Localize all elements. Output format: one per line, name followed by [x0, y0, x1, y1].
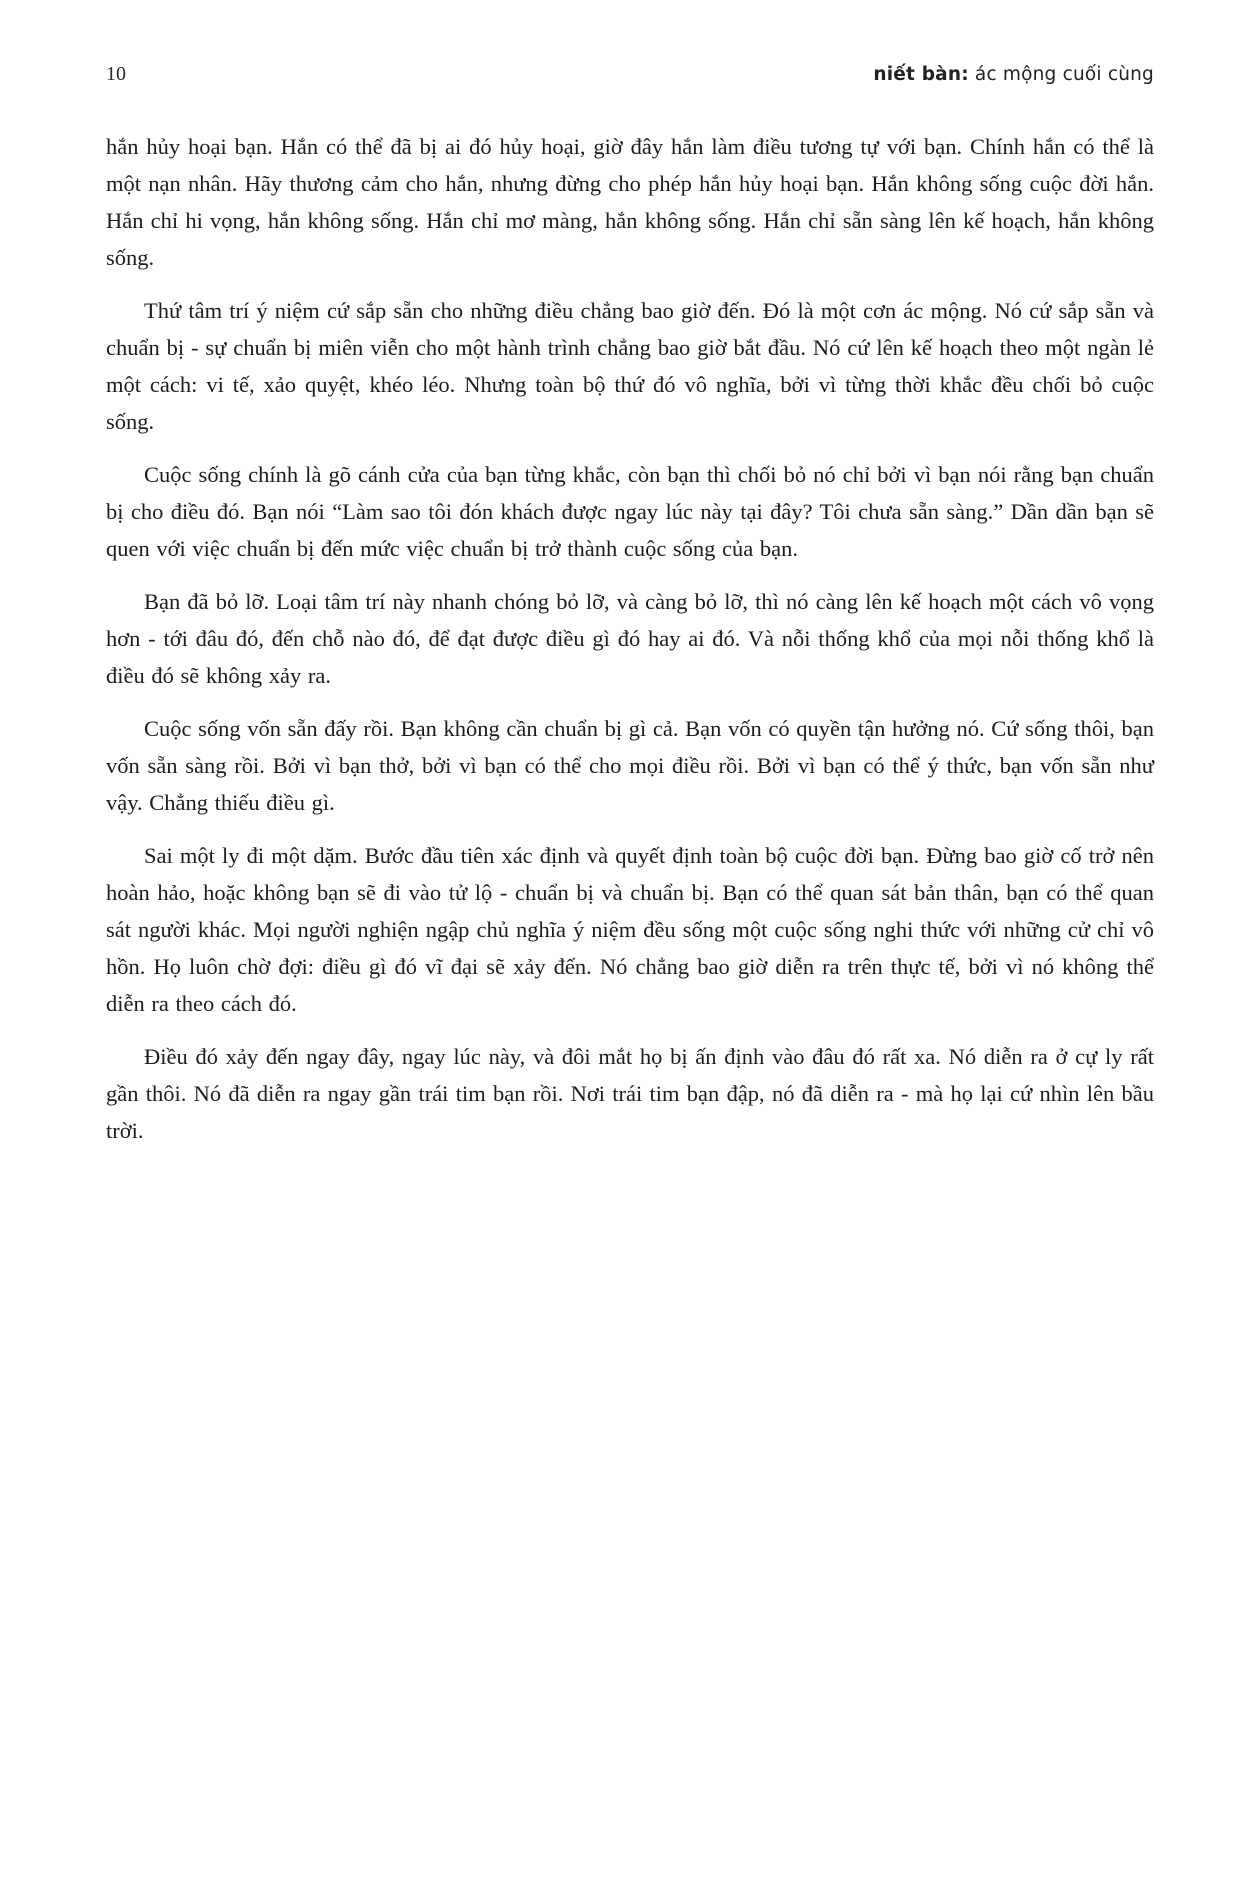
paragraph-5: Cuộc sống vốn sẵn đấy rồi. Bạn không cần chuẩn bị gì cả. Bạn vốn có quyền tận hưởng nó. Cứ sống thôi, bạn vốn sẵn sàng rồi. Bởi vì bạn thở, bởi vì bạn có thể cho mọi điều rồi. Bởi vì bạn có thể ý thức, bạn vốn sẵn như vậy. Chẳng thiếu điều gì.	[106, 716, 1154, 816]
paragraph-4: Bạn đã bỏ lỡ. Loại tâm trí này nhanh chóng bỏ lỡ, và càng bỏ lỡ, thì nó càng lên kế hoạch một cách vô vọng hơn - tới đâu đó, đến chỗ nào đó, để đạt được điều gì đó hay ai đó. Và nỗi thống khổ của mọi nỗi thống khổ là điều đó sẽ không xảy ra.	[106, 589, 1154, 689]
running-title-chapter: ác mộng cuối cùng	[968, 64, 1154, 85]
paragraph-2: Thứ tâm trí ý niệm cứ sắp sẵn cho những điều chẳng bao giờ đến. Đó là một cơn ác mộng. Nó cứ sắp sẵn và chuẩn bị - sự chuẩn bị miên viễn cho một hành trình chẳng bao giờ bắt đầu. Nó cứ lên kế hoạch theo một ngàn lẻ một cách: vi tế, xảo quyệt, khéo léo. Nhưng toàn bộ thứ đó vô nghĩa, bởi vì từng thời khắc đều chối bỏ cuộc sống.	[106, 298, 1154, 435]
paragraph-3: Cuộc sống chính là gõ cánh cửa của bạn từng khắc, còn bạn thì chối bỏ nó chỉ bởi vì bạn nói rằng bạn chuẩn bị cho điều đó. Bạn nói “Làm sao tôi đón khách được ngay lúc này tại đây? Tôi chưa sẵn sàng.” Dần dần bạn sẽ quen với việc chuẩn bị đến mức việc chuẩn bị trở thành cuộc sống của bạn.	[106, 462, 1154, 562]
paragraph-7: Điều đó xảy đến ngay đây, ngay lúc này, và đôi mắt họ bị ấn định vào đâu đó rất xa. Nó diễn ra ở cự ly rất gần thôi. Nó đã diễn ra ngay gần trái tim bạn rồi. Nơi trái tim bạn đập, nó đã diễn ra - mà họ lại cứ nhìn lên bầu trời.	[106, 1044, 1154, 1144]
paragraph-1: hắn hủy hoại bạn. Hắn có thể đã bị ai đó hủy hoại, giờ đây hắn làm điều tương tự với bạn. Chính hắn có thể là một nạn nhân. Hãy thương cảm cho hắn, nhưng đừng cho phép hắn hủy hoại bạn. Hắn không sống cuộc đời hắn. Hắn chỉ hi vọng, hắn không sống. Hắn chỉ mơ màng, hắn không sống. Hắn chỉ sẵn sàng lên kế hoạch, hắn không sống.	[106, 134, 1154, 271]
body-text	[106, 128, 1154, 1149]
running-title	[873, 64, 1154, 86]
running-title-book: niết bàn:	[873, 64, 969, 85]
page-number: 10	[106, 63, 126, 85]
paragraph-6: Sai một ly đi một dặm. Bước đầu tiên xác định và quyết định toàn bộ cuộc đời bạn. Đừng bao giờ cố trở nên hoàn hảo, hoặc không bạn sẽ đi vào tử lộ - chuẩn bị và chuẩn bị. Bạn có thể quan sát bản thân, bạn có thể quan sát người khác. Mọi người nghiện ngập chủ nghĩa ý niệm đều sống một cuộc sống nghi thức với những cử chỉ vô hồn. Họ luôn chờ đợi: điều gì đó vĩ đại sẽ xảy đến. Nó chẳng bao giờ diễn ra trên thực tế, bởi vì nó không thể diễn ra theo cách đó.	[106, 843, 1154, 1017]
running-header	[106, 62, 1154, 86]
